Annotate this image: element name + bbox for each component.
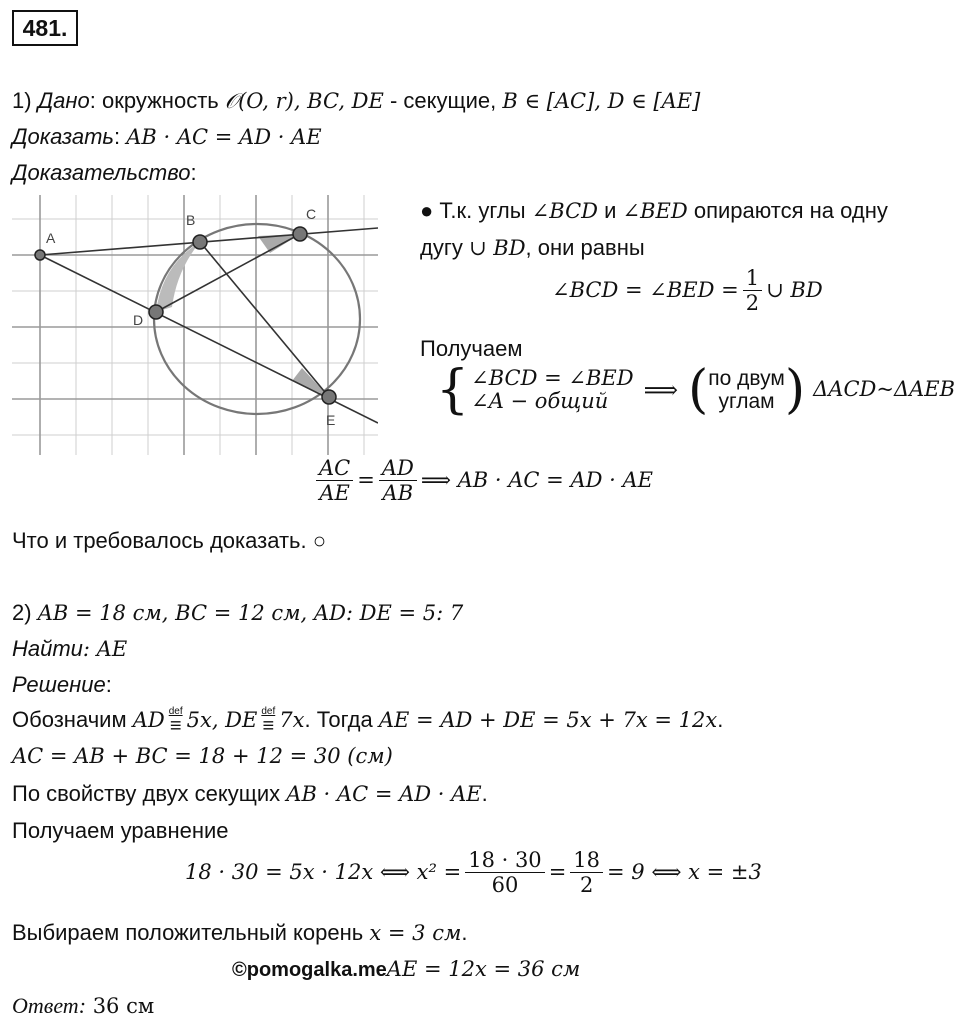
geometry-diagram [12,195,378,455]
grid [12,195,378,455]
equation-label: Получаем уравнение [12,818,229,843]
point-b [193,235,207,249]
main-equation: 18 · 30 = 5x · 12x ⟺ x² = $\frac{18 \cdot 30}{60}$ = $\frac{18}{2}$ = 9 ⟺ x = ±3 [185,848,762,898]
circle [154,224,360,414]
label-d: D [133,312,144,328]
bullet-line-1: ● Т.к. углы ∠BCD и ∠BED опираются на одну [420,198,888,223]
equation-angles: ∠BCD = ∠BED = $\frac{1}{2}$ ∪ BD [552,266,823,316]
label-e: E [326,412,336,428]
system-line: { ∠BCD = ∠BED ∠A − общий ⟹ ( по двум углам ) ΔACD~ΔAEB [436,360,956,420]
obtain-label: Получаем [420,336,523,361]
part2-given: 2) AB = 18 см, BC = 12 см, AD: DE = 5: 7 [12,600,464,625]
solution-heading: Решение: [12,672,112,697]
arc-bd-highlight [156,242,200,312]
conclusion: Что и требовалось доказать. ○ [12,528,327,553]
given-line: 1) Дано: окружность 𝒪(O, r), BC, DE - секущие, B ∈ [AC], D ∈ [AE] [12,88,701,113]
problem-number: 481. [12,10,78,46]
point-c [293,227,307,241]
prove-line: Доказать: AB · AC = AD · AE [12,124,322,149]
choose-root-line: Выбираем положительный корень x = 3 см. [12,920,468,945]
property-line: По свойству двух секущих AB · AC = AD · AE. [12,781,488,806]
label-b: B [186,212,196,228]
reason: по двум углам [708,366,785,413]
label-a: A [46,230,56,246]
fraction-half: $\frac{1}{2}$ [743,266,762,315]
label-c: C [306,206,317,222]
final-line: ©pomogalka.me AE = 12x = 36 см [232,957,581,981]
system: ∠BCD = ∠BED ∠A − общий [471,365,634,413]
point-d [149,305,163,319]
given-word: Дано [37,88,90,113]
point-a [35,250,45,260]
bullet-line-2: дугу ∪ BD, они равны [420,235,645,260]
point-e [322,390,336,404]
ratio-equation: $\frac{AC}{AE}$ = $\frac{AD}{AB}$ ⟹ AB · AC = AD · AE [312,456,653,505]
watermark: ©pomogalka.me [232,959,387,981]
ac-line: AC = AB + BC = 18 + 12 = 30 (см) [12,744,393,768]
find-line: Найти: AE [12,636,128,661]
denote-line: Обозначим AD def ≡ 5x, DE def ≡ 7x. Тогда AE = AD + DE = 5x + 7x = 12x. [12,706,724,738]
answer-line: Ответ: 36 см [12,993,155,1018]
proof-heading: Доказательство: [12,160,197,185]
grid-major [12,195,378,455]
